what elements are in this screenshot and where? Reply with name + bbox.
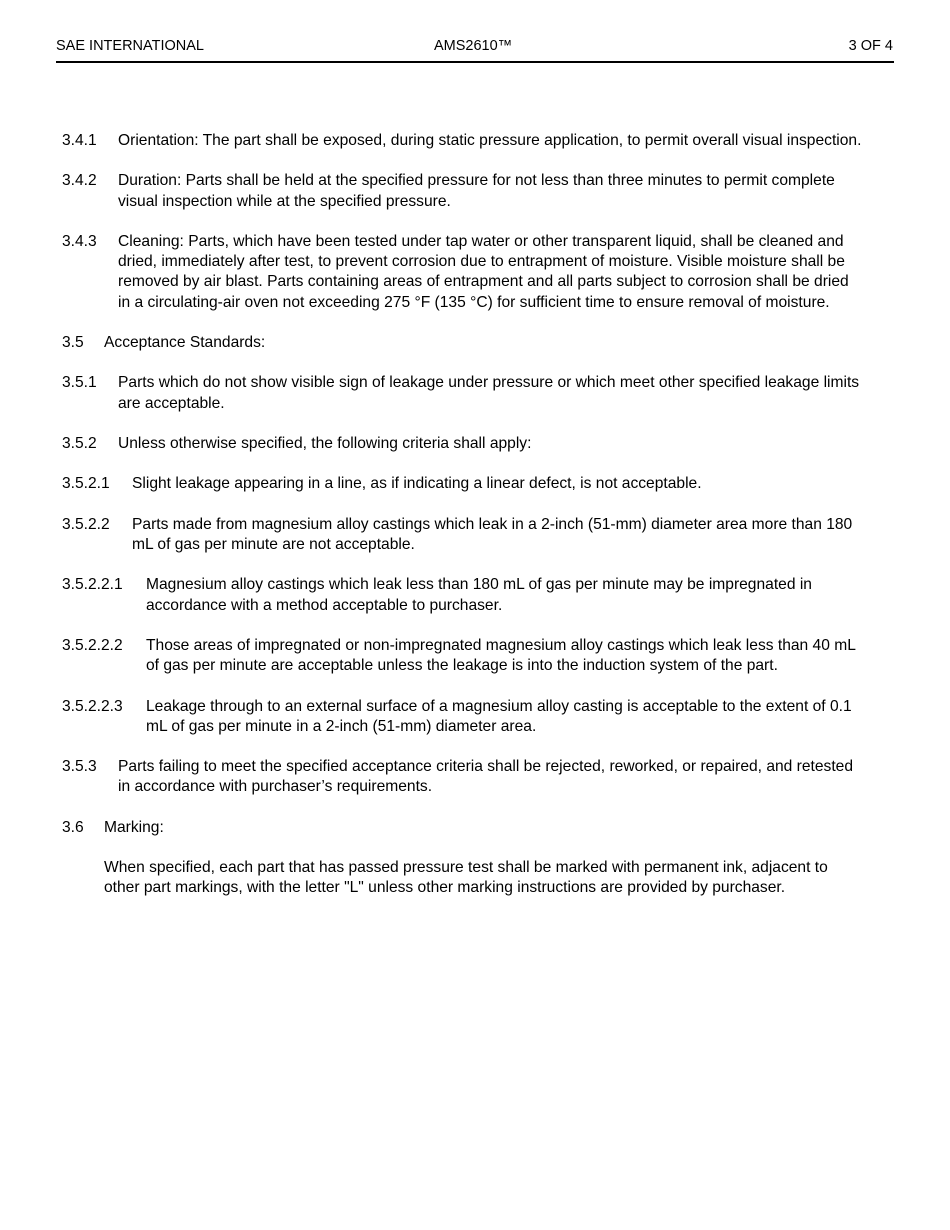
section-text: Parts made from magnesium alloy castings which leak in a 2-inch (51-mm) diameter area more than 180 mL of gas per minute are not acceptable. xyxy=(132,515,853,553)
section-text: Slight leakage appearing in a line, as if indicating a linear defect, is not acceptable. xyxy=(132,475,702,493)
section-text: Magnesium alloy castings which leak less than 180 mL of gas per minute may be impregnated in accordance with a method acceptable to purchaser. xyxy=(146,576,812,614)
section-text: Orientation: The part shall be exposed, during static pressure application, to permit overall visual inspection. xyxy=(118,132,862,149)
section-text: Those areas of impregnated or non-impregnated magnesium alloy castings which leak less than 40 mL of gas per minute are acceptable unless the leakage is into the induction system of the part. xyxy=(146,636,856,675)
section-text: Leakage through to an external surface of a magnesium alloy casting is acceptable to the extent of 0.1 mL of gas per minute in a 2-inch (51-mm) diameter area. xyxy=(146,697,852,735)
section-text: Unless otherwise specified, the following criteria shall apply: xyxy=(118,434,532,452)
page-header xyxy=(56,37,894,63)
header-organization: SAE INTERNATIONAL xyxy=(56,38,204,54)
section-3-5 xyxy=(62,333,862,353)
section-3-5-1 xyxy=(62,373,862,413)
section-3-6 xyxy=(62,818,862,838)
section-number: 3.6 xyxy=(62,818,84,836)
section-heading: Marking: xyxy=(104,818,164,836)
section-3-4-1 xyxy=(62,131,862,151)
section-number: 3.5.2.2.3 xyxy=(62,697,123,715)
section-3-5-2-2-2 xyxy=(62,636,862,676)
section-number: 3.5.3 xyxy=(62,758,97,776)
section-3-5-2-1 xyxy=(62,474,862,494)
section-number: 3.5.2.2.1 xyxy=(62,576,123,594)
section-number: 3.5.2.1 xyxy=(62,475,110,493)
section-3-5-2-2 xyxy=(62,515,862,555)
section-3-5-2-2-3 xyxy=(62,697,862,737)
header-document-number: AMS2610™ xyxy=(434,38,513,54)
section-text: Cleaning: Parts, which have been tested under tap water or other transparent liquid, shall be cleaned and dried, immediately after test, to prevent corrosion due to entrapment of moisture. Visible moisture shall be removed by air blast. Parts containing areas of entrapment and all parts subject to corrosion shall be dried in a circulating-air oven not exceeding 275 °F (135 °C) for sufficient time to ensure removal of moisture. xyxy=(118,232,849,311)
marking-paragraph: When specified, each part that has passed pressure test shall be marked with permanent ink, adjacent to other part markings, with the letter "L" unless other marking instructions are provided by purchaser. xyxy=(104,859,828,897)
section-3-5-3 xyxy=(62,757,862,797)
section-text: Duration: Parts shall be held at the specified pressure for not less than three minutes to permit complete visual inspection while at the specified pressure. xyxy=(118,172,835,210)
section-text: Parts which do not show visible sign of leakage under pressure or which meet other specified leakage limits are acceptable. xyxy=(118,374,860,412)
section-heading: Acceptance Standards: xyxy=(104,333,266,351)
section-text: Parts failing to meet the specified acceptance criteria shall be rejected, reworked, or repaired, and retested in accordance with purchaser’s requirements. xyxy=(118,758,854,796)
section-number: 3.5.2.2 xyxy=(62,515,110,533)
section-number: 3.4.3 xyxy=(62,232,97,250)
section-number: 3.5.2.2.2 xyxy=(62,636,123,654)
section-number: 3.4.1 xyxy=(62,132,97,149)
section-number: 3.5 xyxy=(62,333,84,351)
section-number: 3.5.2 xyxy=(62,434,97,452)
section-3-4-2 xyxy=(62,171,862,211)
section-3-4-3 xyxy=(62,232,862,313)
section-3-5-2 xyxy=(62,434,862,454)
section-number: 3.4.2 xyxy=(62,172,97,190)
section-number: 3.5.1 xyxy=(62,374,97,392)
document-body xyxy=(62,131,862,919)
section-3-5-2-2-1 xyxy=(62,575,862,615)
header-page-number: 3 OF 4 xyxy=(848,38,893,54)
